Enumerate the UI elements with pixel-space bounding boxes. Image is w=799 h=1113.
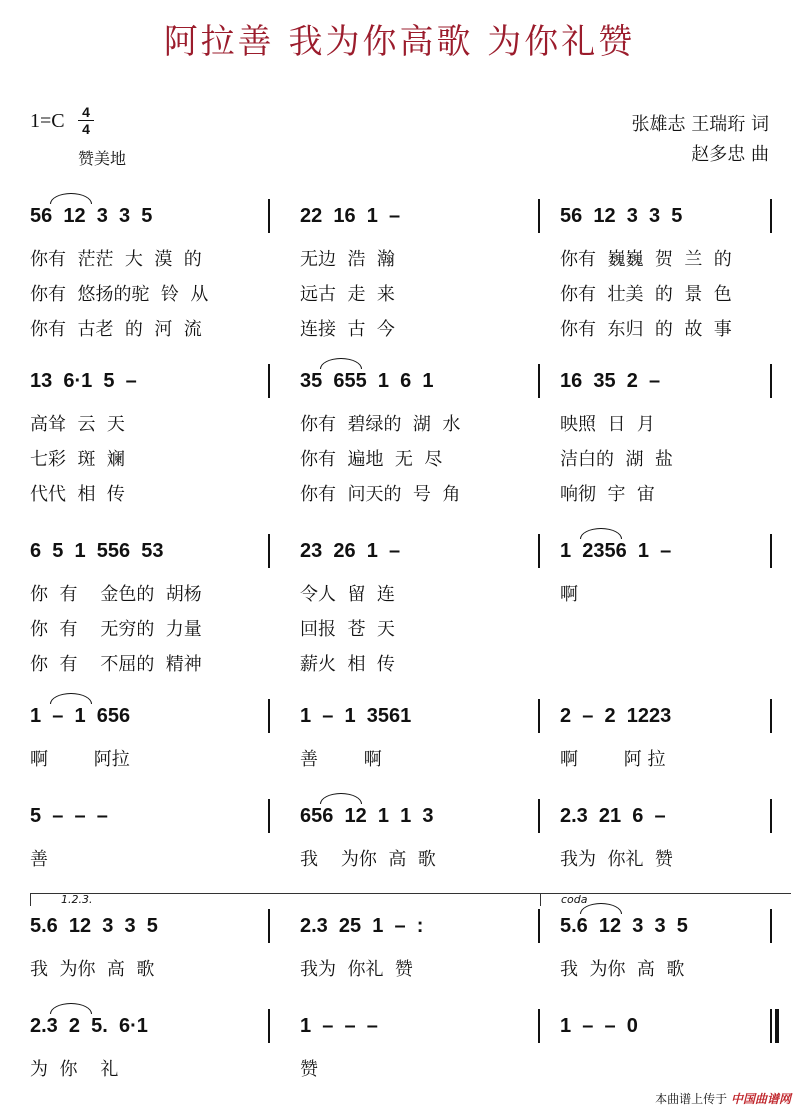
lyricist-credit: 张雄志 王瑞珩 词	[631, 114, 769, 135]
barline	[770, 699, 772, 733]
measure-notes: 1 – 1 656	[30, 705, 131, 727]
lyric-line: 回报 苍 天	[300, 619, 395, 640]
lyric-line: 我 为你 高 歌	[560, 959, 685, 980]
lyric-line: 薪火 相 传	[300, 654, 395, 675]
measure-notes: 1 – 1 3561	[300, 705, 412, 727]
lyric-line: 你 有 金色的 胡杨	[30, 584, 202, 605]
key-signature: 1=C	[30, 110, 65, 132]
slur	[320, 793, 362, 804]
composer-credit: 赵多忠 曲	[691, 144, 769, 165]
lyric-line: 我 为你 高 歌	[30, 959, 155, 980]
volta-bracket	[30, 893, 561, 906]
measure-notes: 656 12 1 1 3	[300, 805, 434, 827]
measure-notes: 2 – 2 1223	[560, 705, 672, 727]
barline	[268, 364, 270, 398]
time-sig-bottom: 4	[82, 121, 90, 137]
lyric-line: 你有 古老 的 河 流	[30, 319, 202, 340]
lyric-line: 啊 阿 拉	[560, 749, 666, 770]
slur	[50, 193, 92, 204]
lyric-line: 高耸 云 天	[30, 414, 125, 435]
slur	[50, 1003, 92, 1014]
barline	[538, 534, 540, 568]
final-barline	[775, 1009, 779, 1043]
lyric-line: 连接 古 今	[300, 319, 395, 340]
measure-notes: 22 16 1 –	[300, 205, 401, 227]
lyric-line: 你有 遍地 无 尽	[300, 449, 443, 470]
lyric-line: 我 为你 高 歌	[300, 849, 436, 870]
lyric-line: 七彩 斑 斓	[30, 449, 125, 470]
measure-notes: 56 12 3 3 5	[30, 205, 153, 227]
measure-notes: 23 26 1 –	[300, 540, 401, 562]
measure-notes: 56 12 3 3 5	[560, 205, 683, 227]
time-sig-top: 4	[82, 104, 90, 120]
slur	[50, 693, 92, 704]
barline	[770, 909, 772, 943]
footer-credit	[655, 1090, 791, 1107]
lyric-line: 啊	[560, 584, 578, 605]
barline	[538, 1009, 540, 1043]
measure-notes: 5.6 12 3 3 5	[560, 915, 688, 937]
measure-notes: 1 – – 0	[560, 1015, 638, 1037]
slur	[580, 528, 622, 539]
barline	[770, 199, 772, 233]
lyric-line: 远古 走 来	[300, 284, 395, 305]
measure-notes: 13 6·1 5 –	[30, 370, 137, 392]
footer-brand: 中国曲谱网	[730, 1092, 791, 1106]
lyric-line: 你有 碧绿的 湖 水	[300, 414, 461, 435]
lyric-line: 响彻 宇 宙	[560, 484, 655, 505]
lyric-line: 你 有 无穷的 力量	[30, 619, 202, 640]
lyric-line: 你有 东归 的 故 事	[560, 319, 732, 340]
measure-notes: 1 2356 1 –	[560, 540, 672, 562]
barline	[538, 199, 540, 233]
lyric-line: 令人 留 连	[300, 584, 395, 605]
volta-label: 1.2.3.	[61, 893, 93, 906]
barline	[770, 799, 772, 833]
lyric-line: 你有 问天的 号 角	[300, 484, 461, 505]
lyric-line: 你有 茫茫 大 漠 的	[30, 249, 202, 270]
time-signature	[78, 105, 94, 136]
lyric-line: 为 你 礼	[30, 1059, 119, 1080]
measure-notes: 35 655 1 6 1	[300, 370, 434, 392]
lyric-line: 啊 阿拉	[30, 749, 130, 770]
barline	[538, 364, 540, 398]
measure-notes: 1 – – –	[300, 1015, 378, 1037]
measure-notes: 16 35 2 –	[560, 370, 661, 392]
lyric-line: 善	[30, 849, 48, 870]
measure-notes: 5.6 12 3 3 5	[30, 915, 158, 937]
lyric-line: 赞	[300, 1059, 318, 1080]
song-title: 阿拉善 我为你高歌 为你礼赞	[163, 22, 636, 62]
barline	[268, 1009, 270, 1043]
lyric-line: 代代 相 传	[30, 484, 125, 505]
coda-label: coda	[561, 893, 588, 906]
barline	[538, 799, 540, 833]
barline	[770, 364, 772, 398]
barline	[268, 534, 270, 568]
lyric-line: 善 啊	[300, 749, 382, 770]
slur	[320, 358, 362, 369]
barline	[268, 699, 270, 733]
tempo-marking: 赞美地	[78, 149, 127, 168]
lyric-line: 你有 巍巍 贺 兰 的	[560, 249, 732, 270]
barline	[538, 909, 540, 943]
lyric-line: 你 有 不屈的 精神	[30, 654, 202, 675]
lyric-line: 洁白的 湖 盐	[560, 449, 673, 470]
barline	[268, 909, 270, 943]
lyric-line: 你有 壮美 的 景 色	[560, 284, 732, 305]
measure-notes: 5 – – –	[30, 805, 108, 827]
barline	[538, 699, 540, 733]
measure-notes: 6 5 1 556 53	[30, 540, 164, 562]
barline	[770, 1009, 772, 1043]
lyric-line: 映照 日 月	[560, 414, 655, 435]
coda-bracket	[540, 893, 791, 906]
footer-prefix: 本曲谱上传于	[655, 1092, 728, 1106]
measure-notes: 2.3 2 5. 6·1	[30, 1015, 148, 1037]
barline	[770, 534, 772, 568]
lyric-line: 无边 浩 瀚	[300, 249, 395, 270]
lyric-line: 我为 你礼 赞	[300, 959, 413, 980]
lyric-line: 我为 你礼 赞	[560, 849, 673, 870]
measure-notes: 2.3 21 6 –	[560, 805, 666, 827]
barline	[268, 799, 270, 833]
barline	[268, 199, 270, 233]
lyric-line: 你有 悠扬的驼 铃 从	[30, 284, 209, 305]
measure-notes: 2.3 25 1 – :	[300, 915, 424, 937]
